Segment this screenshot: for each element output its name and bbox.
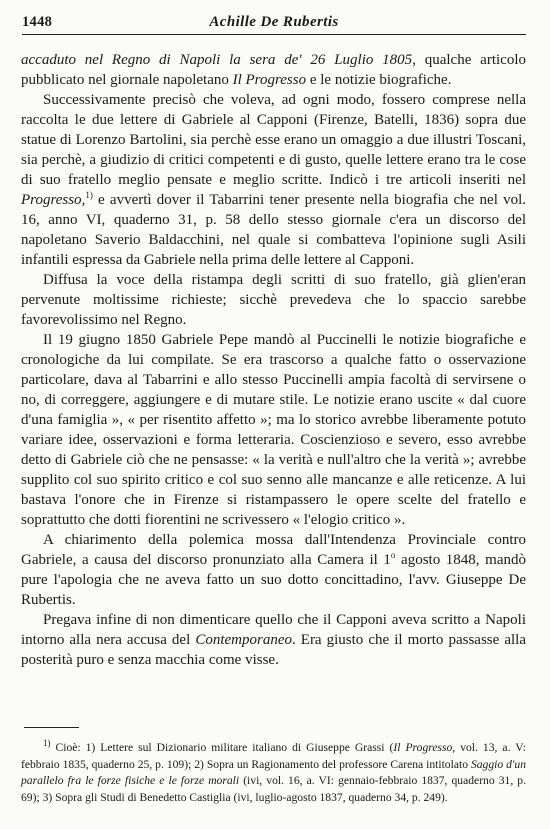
text-run: Successivamente precisò che voleva, ad ogni modo, fossero comprese nella raccolta le due lettere di Gabriele al Capponi (Firenze, Batelli, 1836) sopra due statue di Lorenzo Bartolini, sia perchè esse erano un omaggio a due illustri Toscani, sia perchè, a giudizio di critici competenti e di gusto, quelle lettere erano tra le cose di suo fratello meglio pensate e meglio scritte. Indicò i tre articoli inseriti nel (21, 92, 526, 188)
text-run: e le notizie biografiche. (306, 72, 452, 88)
work-title: Saggio d'un parallelo fra le forze fisiche e le forze morali (21, 757, 526, 787)
journal-title: Il Progresso (232, 72, 307, 88)
footnote (21, 740, 526, 806)
text-run: A chiarimento della polemica mossa dall'Intendenza Provinciale contro Gabriele, a causa del discorso pronunziato alla Camera il 1 (21, 532, 526, 568)
text-run: (ivi, vol. 16, a. VI: gennaio-febbraio 1837, quaderno 31, p. 69); 3) Sopra gli Studi di Benedetto Castiglia (ivi, luglio-agosto 1837, quaderno 34, p. 249). (21, 774, 526, 804)
text-run: , vol. 13, a. V: febbraio 1835, quaderno 25, p. 109); 2) Sopra un Ragionamento del professore Carena intitolato (21, 741, 526, 771)
page-number: 1448 (22, 14, 53, 30)
journal-title: Contemporaneo (195, 632, 292, 648)
body-text (21, 50, 526, 670)
footnote-reference[interactable]: 1) (85, 190, 93, 200)
text-run: agosto 1848, mandò pure l'apologia che ne aveva fatto un suo dotto concittadino, l'avv. Giuseppe De Rubertis. (21, 552, 526, 608)
page-header (22, 8, 526, 32)
journal-title: Progresso, (21, 192, 86, 208)
text-run: . Era giusto che il morto passasse alla posterità puro e senza macchia come visse. (21, 632, 526, 668)
paragraph: Diffusa la voce della ristampa degli scritti di suo fratello, già glien'eran pervenute moltissime richieste; sicchè prevedeva che lo spaccio sarebbe favorevolissimo nel Regno. (21, 272, 526, 328)
header-rule (22, 34, 526, 35)
ordinal-superscript: o (390, 550, 396, 560)
paragraph (21, 530, 526, 610)
running-title: Achille De Rubertis (209, 14, 339, 30)
footnote-marker: 1) (43, 738, 51, 749)
text-run: Cioè: 1) Lettere sul Dizionario militare italiano di Giuseppe Grassi ( (50, 741, 394, 754)
paragraph (21, 610, 526, 670)
journal-title: Il Progresso (393, 741, 453, 754)
text-run: e avvertì dover il Tabarrini tener presente nella biografia che nel vol. 16, anno VI, quaderno 31, p. 58 dello stesso giornale c'era un discorso del napoletano Saverio Baldacchini, nel quale si combatteva l'opinione sugli Asili infantili espressa da Gabriele nella prima delle lettere al Capponi. (21, 192, 526, 268)
text-run: Pregava infine di non dimenticare quello che il Capponi aveva scritto a Napoli intorno alla nera accusa del (21, 612, 526, 648)
text-run: , qualche articolo pubblicato nel giornale napoletano (21, 52, 526, 88)
footnote-rule (24, 727, 79, 728)
paragraph (21, 90, 526, 270)
paragraph: Il 19 giugno 1850 Gabriele Pepe mandò al Puccinelli le notizie biografiche e cronologiche da lui compilate. Se era trascorso a qualche fatto o osservazione particolare, dava al Tabarrini e allo stesso Puccinelli ampia facoltà di servirsene o no, di correggere, aggiungere e di mutare stile. Le notizie erano uscite « dal cuore d'una famiglia », « per risentito affetto »; ma lo storico avrebbe liberamente potuto variare idee, osservazioni e forma letteraria. Coscienzioso e severo, esso avrebbe detto di Gabriele ciò che ne pensasse: « la verità e null'altro che la verità »; avrebbe supplito col suo spirito critico e col suo senno alle mancanze e alle reticenze. A lui bastava l'onore che in Firenze si ristampassero le opere scelte del fratello e soprattutto che dotti fiorentini ne scrivessero « l'elogio critico ». (21, 332, 526, 528)
paragraph (21, 50, 526, 90)
italic-phrase: accaduto nel Regno di Napoli la sera de' 26 Luglio 1805 (21, 52, 413, 68)
